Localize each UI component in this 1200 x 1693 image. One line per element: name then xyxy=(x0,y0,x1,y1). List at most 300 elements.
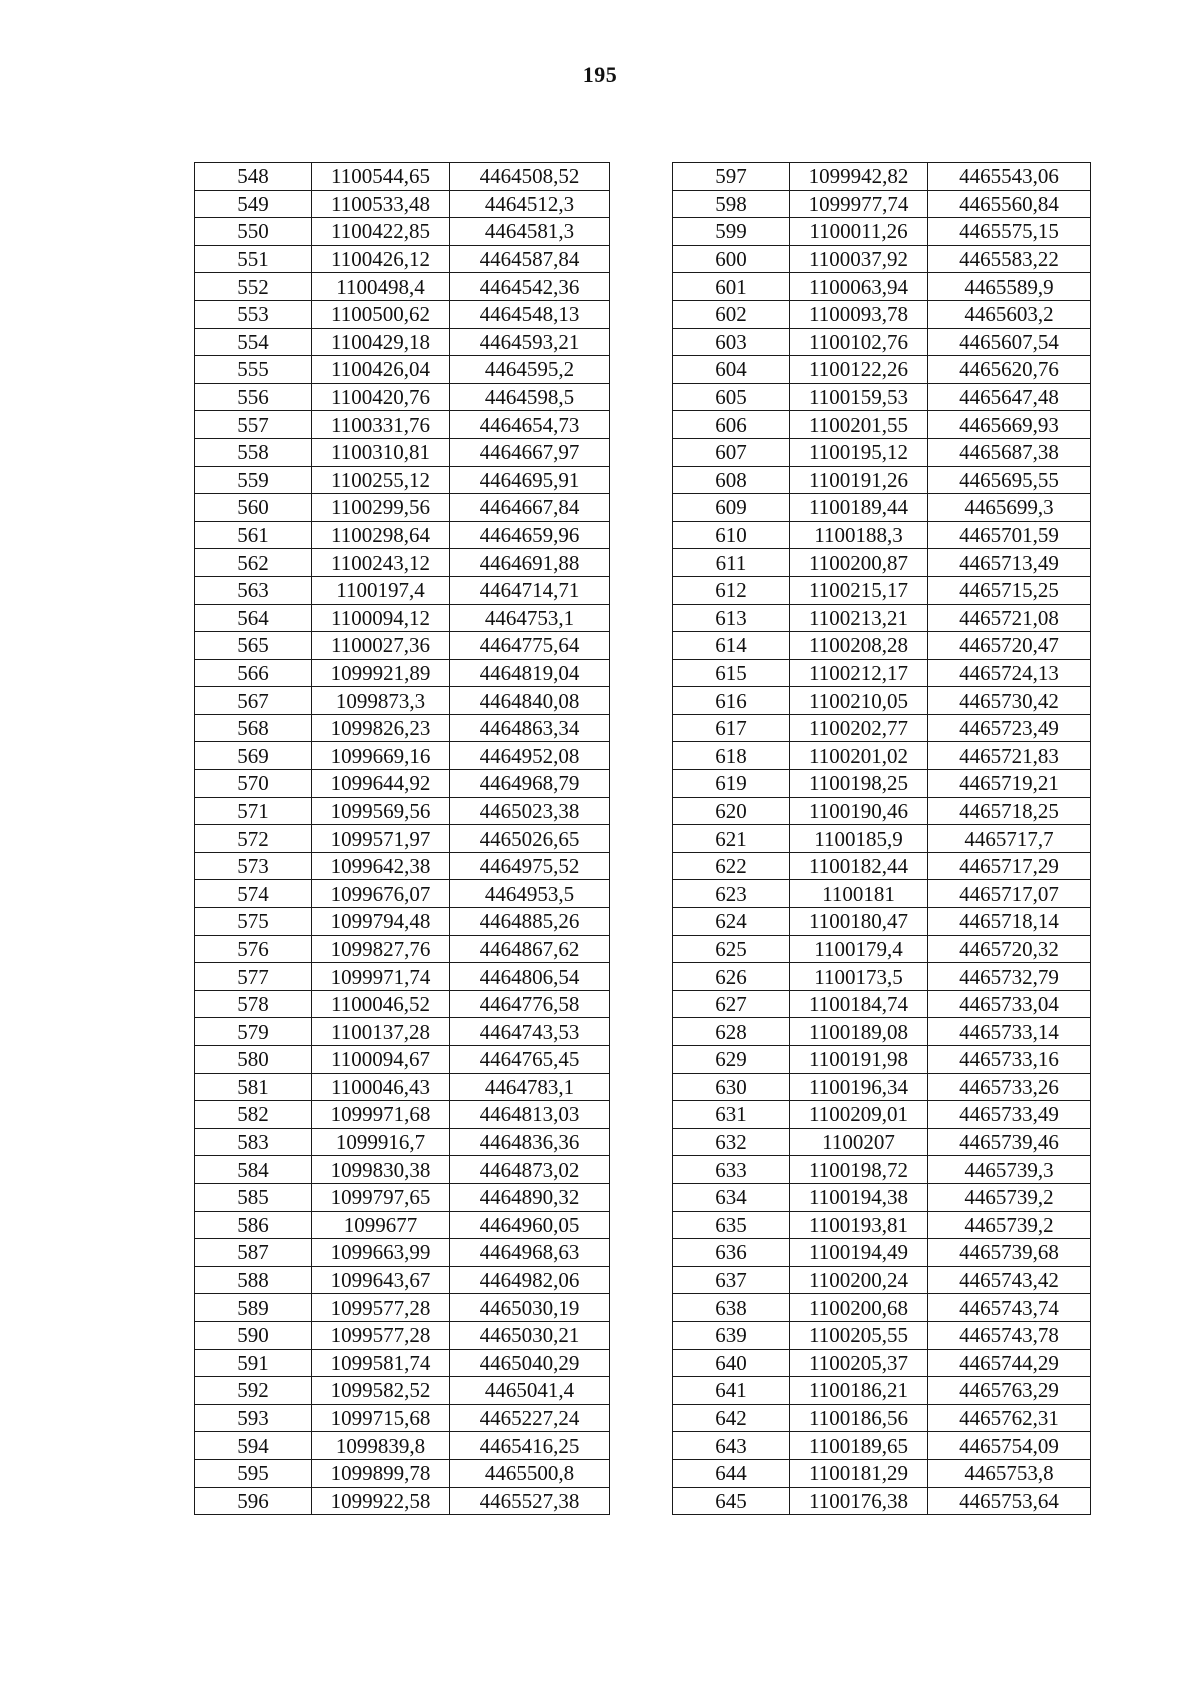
point-number-cell: 607 xyxy=(673,438,790,466)
point-number-cell: 583 xyxy=(195,1128,312,1156)
point-number-cell: 548 xyxy=(195,163,312,191)
x-coordinate-cell: 1100205,55 xyxy=(790,1321,928,1349)
y-coordinate-cell: 4465607,54 xyxy=(928,328,1091,356)
point-number-cell: 563 xyxy=(195,576,312,604)
table-row xyxy=(195,908,610,936)
x-coordinate-cell: 1100255,12 xyxy=(312,466,450,494)
table-row xyxy=(673,963,1091,991)
table-row xyxy=(195,163,610,191)
x-coordinate-cell: 1100420,76 xyxy=(312,383,450,411)
y-coordinate-cell: 4465724,13 xyxy=(928,659,1091,687)
x-coordinate-cell: 1100011,26 xyxy=(790,218,928,246)
x-coordinate-cell: 1100331,76 xyxy=(312,411,450,439)
table-row xyxy=(195,1046,610,1074)
x-coordinate-cell: 1100200,68 xyxy=(790,1294,928,1322)
point-number-cell: 567 xyxy=(195,687,312,715)
point-number-cell: 571 xyxy=(195,797,312,825)
y-coordinate-cell: 4465647,48 xyxy=(928,383,1091,411)
table-row xyxy=(673,163,1091,191)
point-number-cell: 625 xyxy=(673,935,790,963)
x-coordinate-cell: 1099676,07 xyxy=(312,880,450,908)
point-number-cell: 613 xyxy=(673,604,790,632)
y-coordinate-cell: 4465560,84 xyxy=(928,190,1091,218)
y-coordinate-cell: 4464593,21 xyxy=(450,328,610,356)
point-number-cell: 568 xyxy=(195,714,312,742)
y-coordinate-cell: 4465717,29 xyxy=(928,852,1091,880)
point-number-cell: 608 xyxy=(673,466,790,494)
point-number-cell: 626 xyxy=(673,963,790,991)
y-coordinate-cell: 4464598,5 xyxy=(450,383,610,411)
y-coordinate-cell: 4465721,08 xyxy=(928,604,1091,632)
point-number-cell: 549 xyxy=(195,190,312,218)
y-coordinate-cell: 4465743,74 xyxy=(928,1294,1091,1322)
point-number-cell: 612 xyxy=(673,576,790,604)
x-coordinate-cell: 1099826,23 xyxy=(312,714,450,742)
table-row xyxy=(195,825,610,853)
y-coordinate-cell: 4465754,09 xyxy=(928,1432,1091,1460)
y-coordinate-cell: 4465753,64 xyxy=(928,1487,1091,1515)
table-row xyxy=(195,190,610,218)
point-number-cell: 565 xyxy=(195,632,312,660)
table-row xyxy=(673,300,1091,328)
y-coordinate-cell: 4465699,3 xyxy=(928,494,1091,522)
point-number-cell: 632 xyxy=(673,1128,790,1156)
y-coordinate-cell: 4464953,5 xyxy=(450,880,610,908)
y-coordinate-cell: 4465739,3 xyxy=(928,1156,1091,1184)
table-row xyxy=(195,1487,610,1515)
x-coordinate-cell: 1100243,12 xyxy=(312,549,450,577)
table-row xyxy=(673,990,1091,1018)
table-row xyxy=(195,494,610,522)
table-row xyxy=(673,1046,1091,1074)
x-coordinate-cell: 1099971,74 xyxy=(312,963,450,991)
y-coordinate-cell: 4465543,06 xyxy=(928,163,1091,191)
x-coordinate-cell: 1099643,67 xyxy=(312,1266,450,1294)
point-number-cell: 576 xyxy=(195,935,312,963)
table-row xyxy=(195,576,610,604)
x-coordinate-cell: 1100498,4 xyxy=(312,273,450,301)
point-number-cell: 591 xyxy=(195,1349,312,1377)
y-coordinate-cell: 4464512,3 xyxy=(450,190,610,218)
table-row xyxy=(195,1432,610,1460)
x-coordinate-cell: 1099977,74 xyxy=(790,190,928,218)
point-number-cell: 600 xyxy=(673,245,790,273)
x-coordinate-cell: 1100209,01 xyxy=(790,1101,928,1129)
y-coordinate-cell: 4464775,64 xyxy=(450,632,610,660)
x-coordinate-cell: 1099582,52 xyxy=(312,1377,450,1405)
point-number-cell: 639 xyxy=(673,1321,790,1349)
y-coordinate-cell: 4464595,2 xyxy=(450,356,610,384)
table-row xyxy=(195,273,610,301)
point-number-cell: 574 xyxy=(195,880,312,908)
y-coordinate-cell: 4464885,26 xyxy=(450,908,610,936)
table-row xyxy=(673,218,1091,246)
x-coordinate-cell: 1099873,3 xyxy=(312,687,450,715)
x-coordinate-cell: 1100310,81 xyxy=(312,438,450,466)
point-number-cell: 617 xyxy=(673,714,790,742)
point-number-cell: 586 xyxy=(195,1211,312,1239)
x-coordinate-cell: 1100176,38 xyxy=(790,1487,928,1515)
point-number-cell: 611 xyxy=(673,549,790,577)
table-row xyxy=(195,742,610,770)
y-coordinate-cell: 4465730,42 xyxy=(928,687,1091,715)
x-coordinate-cell: 1099642,38 xyxy=(312,852,450,880)
table-row xyxy=(195,1404,610,1432)
point-number-cell: 564 xyxy=(195,604,312,632)
point-number-cell: 572 xyxy=(195,825,312,853)
y-coordinate-cell: 4464968,79 xyxy=(450,770,610,798)
table-row xyxy=(673,852,1091,880)
y-coordinate-cell: 4464743,53 xyxy=(450,1018,610,1046)
y-coordinate-cell: 4465227,24 xyxy=(450,1404,610,1432)
y-coordinate-cell: 4465733,04 xyxy=(928,990,1091,1018)
coordinates-table-right xyxy=(672,162,1091,1515)
y-coordinate-cell: 4465701,59 xyxy=(928,521,1091,549)
point-number-cell: 605 xyxy=(673,383,790,411)
y-coordinate-cell: 4464952,08 xyxy=(450,742,610,770)
point-number-cell: 633 xyxy=(673,1156,790,1184)
x-coordinate-cell: 1100533,48 xyxy=(312,190,450,218)
point-number-cell: 602 xyxy=(673,300,790,328)
table-row xyxy=(195,852,610,880)
point-number-cell: 604 xyxy=(673,356,790,384)
table-row xyxy=(195,1239,610,1267)
y-coordinate-cell: 4465026,65 xyxy=(450,825,610,853)
table-row xyxy=(673,383,1091,411)
point-number-cell: 643 xyxy=(673,1432,790,1460)
y-coordinate-cell: 4464695,91 xyxy=(450,466,610,494)
table-row xyxy=(673,521,1091,549)
y-coordinate-cell: 4465743,42 xyxy=(928,1266,1091,1294)
y-coordinate-cell: 4465732,79 xyxy=(928,963,1091,991)
point-number-cell: 615 xyxy=(673,659,790,687)
point-number-cell: 589 xyxy=(195,1294,312,1322)
point-number-cell: 582 xyxy=(195,1101,312,1129)
y-coordinate-cell: 4465719,21 xyxy=(928,770,1091,798)
y-coordinate-cell: 4464776,58 xyxy=(450,990,610,1018)
table-row xyxy=(673,273,1091,301)
table-row xyxy=(673,1487,1091,1515)
table-row xyxy=(673,1404,1091,1432)
x-coordinate-cell: 1100200,24 xyxy=(790,1266,928,1294)
x-coordinate-cell: 1100208,28 xyxy=(790,632,928,660)
table-row xyxy=(673,1459,1091,1487)
x-coordinate-cell: 1100094,12 xyxy=(312,604,450,632)
x-coordinate-cell: 1100200,87 xyxy=(790,549,928,577)
point-number-cell: 558 xyxy=(195,438,312,466)
y-coordinate-cell: 4465669,93 xyxy=(928,411,1091,439)
x-coordinate-cell: 1100299,56 xyxy=(312,494,450,522)
y-coordinate-cell: 4464890,32 xyxy=(450,1183,610,1211)
x-coordinate-cell: 1100191,98 xyxy=(790,1046,928,1074)
table-row xyxy=(673,1432,1091,1460)
table-row xyxy=(195,1321,610,1349)
y-coordinate-cell: 4464667,97 xyxy=(450,438,610,466)
table-row xyxy=(195,1018,610,1046)
y-coordinate-cell: 4464753,1 xyxy=(450,604,610,632)
x-coordinate-cell: 1099839,8 xyxy=(312,1432,450,1460)
y-coordinate-cell: 4465762,31 xyxy=(928,1404,1091,1432)
y-coordinate-cell: 4464508,52 xyxy=(450,163,610,191)
table-row xyxy=(673,1211,1091,1239)
point-number-cell: 551 xyxy=(195,245,312,273)
x-coordinate-cell: 1100122,26 xyxy=(790,356,928,384)
table-row xyxy=(673,1239,1091,1267)
point-number-cell: 599 xyxy=(673,218,790,246)
y-coordinate-cell: 4464960,05 xyxy=(450,1211,610,1239)
point-number-cell: 579 xyxy=(195,1018,312,1046)
table-row xyxy=(195,687,610,715)
table-row xyxy=(673,1128,1091,1156)
x-coordinate-cell: 1099581,74 xyxy=(312,1349,450,1377)
table-row xyxy=(673,687,1091,715)
y-coordinate-cell: 4465744,29 xyxy=(928,1349,1091,1377)
point-number-cell: 578 xyxy=(195,990,312,1018)
table-row xyxy=(195,1156,610,1184)
y-coordinate-cell: 4465713,49 xyxy=(928,549,1091,577)
y-coordinate-cell: 4465723,49 xyxy=(928,714,1091,742)
point-number-cell: 560 xyxy=(195,494,312,522)
y-coordinate-cell: 4465721,83 xyxy=(928,742,1091,770)
y-coordinate-cell: 4465603,2 xyxy=(928,300,1091,328)
point-number-cell: 640 xyxy=(673,1349,790,1377)
table-row xyxy=(673,245,1091,273)
point-number-cell: 641 xyxy=(673,1377,790,1405)
x-coordinate-cell: 1100429,18 xyxy=(312,328,450,356)
x-coordinate-cell: 1100195,12 xyxy=(790,438,928,466)
point-number-cell: 610 xyxy=(673,521,790,549)
y-coordinate-cell: 4465416,25 xyxy=(450,1432,610,1460)
table-row xyxy=(195,1294,610,1322)
x-coordinate-cell: 1099921,89 xyxy=(312,659,450,687)
y-coordinate-cell: 4464587,84 xyxy=(450,245,610,273)
x-coordinate-cell: 1100196,34 xyxy=(790,1073,928,1101)
table-row xyxy=(673,742,1091,770)
table-row xyxy=(195,300,610,328)
y-coordinate-cell: 4465739,68 xyxy=(928,1239,1091,1267)
table-row xyxy=(673,1156,1091,1184)
table-row xyxy=(673,328,1091,356)
table-row xyxy=(195,1266,610,1294)
y-coordinate-cell: 4465733,16 xyxy=(928,1046,1091,1074)
x-coordinate-cell: 1100191,26 xyxy=(790,466,928,494)
point-number-cell: 580 xyxy=(195,1046,312,1074)
point-number-cell: 556 xyxy=(195,383,312,411)
x-coordinate-cell: 1100189,65 xyxy=(790,1432,928,1460)
point-number-cell: 588 xyxy=(195,1266,312,1294)
x-coordinate-cell: 1099663,99 xyxy=(312,1239,450,1267)
point-number-cell: 630 xyxy=(673,1073,790,1101)
x-coordinate-cell: 1100190,46 xyxy=(790,797,928,825)
point-number-cell: 592 xyxy=(195,1377,312,1405)
y-coordinate-cell: 4465620,76 xyxy=(928,356,1091,384)
table-row xyxy=(673,935,1091,963)
x-coordinate-cell: 1099794,48 xyxy=(312,908,450,936)
x-coordinate-cell: 1100185,9 xyxy=(790,825,928,853)
point-number-cell: 618 xyxy=(673,742,790,770)
point-number-cell: 621 xyxy=(673,825,790,853)
table-row xyxy=(195,549,610,577)
y-coordinate-cell: 4465715,25 xyxy=(928,576,1091,604)
point-number-cell: 562 xyxy=(195,549,312,577)
x-coordinate-cell: 1100194,38 xyxy=(790,1183,928,1211)
x-coordinate-cell: 1100179,4 xyxy=(790,935,928,963)
y-coordinate-cell: 4465695,55 xyxy=(928,466,1091,494)
table-row xyxy=(195,632,610,660)
y-coordinate-cell: 4465589,9 xyxy=(928,273,1091,301)
x-coordinate-cell: 1100426,12 xyxy=(312,245,450,273)
page-number: 195 xyxy=(582,62,618,87)
point-number-cell: 645 xyxy=(673,1487,790,1515)
x-coordinate-cell: 1100212,17 xyxy=(790,659,928,687)
point-number-cell: 642 xyxy=(673,1404,790,1432)
point-number-cell: 593 xyxy=(195,1404,312,1432)
table-row xyxy=(673,494,1091,522)
table-row xyxy=(673,466,1091,494)
table-row xyxy=(673,1377,1091,1405)
point-number-cell: 620 xyxy=(673,797,790,825)
x-coordinate-cell: 1100094,67 xyxy=(312,1046,450,1074)
x-coordinate-cell: 1100201,02 xyxy=(790,742,928,770)
y-coordinate-cell: 4464667,84 xyxy=(450,494,610,522)
y-coordinate-cell: 4465763,29 xyxy=(928,1377,1091,1405)
table-row xyxy=(673,411,1091,439)
y-coordinate-cell: 4464840,08 xyxy=(450,687,610,715)
point-number-cell: 598 xyxy=(673,190,790,218)
point-number-cell: 609 xyxy=(673,494,790,522)
x-coordinate-cell: 1100037,92 xyxy=(790,245,928,273)
table-row xyxy=(195,604,610,632)
table-row xyxy=(673,880,1091,908)
point-number-cell: 577 xyxy=(195,963,312,991)
table-row xyxy=(673,1349,1091,1377)
table-row xyxy=(195,1183,610,1211)
point-number-cell: 595 xyxy=(195,1459,312,1487)
x-coordinate-cell: 1099916,7 xyxy=(312,1128,450,1156)
x-coordinate-cell: 1099571,97 xyxy=(312,825,450,853)
x-coordinate-cell: 1100426,04 xyxy=(312,356,450,384)
y-coordinate-cell: 4465030,19 xyxy=(450,1294,610,1322)
table-row xyxy=(673,908,1091,936)
point-number-cell: 581 xyxy=(195,1073,312,1101)
y-coordinate-cell: 4465720,32 xyxy=(928,935,1091,963)
y-coordinate-cell: 4464581,3 xyxy=(450,218,610,246)
y-coordinate-cell: 4464867,62 xyxy=(450,935,610,963)
x-coordinate-cell: 1100102,76 xyxy=(790,328,928,356)
point-number-cell: 619 xyxy=(673,770,790,798)
point-number-cell: 570 xyxy=(195,770,312,798)
x-coordinate-cell: 1100186,21 xyxy=(790,1377,928,1405)
point-number-cell: 622 xyxy=(673,852,790,880)
point-number-cell: 585 xyxy=(195,1183,312,1211)
x-coordinate-cell: 1099715,68 xyxy=(312,1404,450,1432)
y-coordinate-cell: 4464654,73 xyxy=(450,411,610,439)
y-coordinate-cell: 4464542,36 xyxy=(450,273,610,301)
x-coordinate-cell: 1100186,56 xyxy=(790,1404,928,1432)
y-coordinate-cell: 4464548,13 xyxy=(450,300,610,328)
point-number-cell: 596 xyxy=(195,1487,312,1515)
x-coordinate-cell: 1100046,43 xyxy=(312,1073,450,1101)
x-coordinate-cell: 1100188,3 xyxy=(790,521,928,549)
table-row xyxy=(195,1349,610,1377)
point-number-cell: 644 xyxy=(673,1459,790,1487)
x-coordinate-cell: 1100181,29 xyxy=(790,1459,928,1487)
table-row xyxy=(195,659,610,687)
table-row xyxy=(673,1073,1091,1101)
y-coordinate-cell: 4464836,36 xyxy=(450,1128,610,1156)
y-coordinate-cell: 4465739,2 xyxy=(928,1183,1091,1211)
table-row xyxy=(673,659,1091,687)
table-row xyxy=(195,714,610,742)
x-coordinate-cell: 1099677 xyxy=(312,1211,450,1239)
y-coordinate-cell: 4465527,38 xyxy=(450,1487,610,1515)
y-coordinate-cell: 4465717,07 xyxy=(928,880,1091,908)
table-row xyxy=(195,328,610,356)
point-number-cell: 555 xyxy=(195,356,312,384)
x-coordinate-cell: 1100181 xyxy=(790,880,928,908)
y-coordinate-cell: 4464765,45 xyxy=(450,1046,610,1074)
table-row xyxy=(673,1183,1091,1211)
table-row xyxy=(195,521,610,549)
point-number-cell: 629 xyxy=(673,1046,790,1074)
x-coordinate-cell: 1100213,21 xyxy=(790,604,928,632)
table-row xyxy=(195,411,610,439)
table-row xyxy=(195,245,610,273)
x-coordinate-cell: 1100210,05 xyxy=(790,687,928,715)
y-coordinate-cell: 4465720,47 xyxy=(928,632,1091,660)
table-row xyxy=(195,383,610,411)
x-coordinate-cell: 1100544,65 xyxy=(312,163,450,191)
y-coordinate-cell: 4465023,38 xyxy=(450,797,610,825)
x-coordinate-cell: 1099922,58 xyxy=(312,1487,450,1515)
y-coordinate-cell: 4464873,02 xyxy=(450,1156,610,1184)
y-coordinate-cell: 4464806,54 xyxy=(450,963,610,991)
y-coordinate-cell: 4465739,2 xyxy=(928,1211,1091,1239)
y-coordinate-cell: 4464659,96 xyxy=(450,521,610,549)
point-number-cell: 552 xyxy=(195,273,312,301)
x-coordinate-cell: 1100197,4 xyxy=(312,576,450,604)
y-coordinate-cell: 4465733,14 xyxy=(928,1018,1091,1046)
table-row xyxy=(195,356,610,384)
y-coordinate-cell: 4464783,1 xyxy=(450,1073,610,1101)
x-coordinate-cell: 1100173,5 xyxy=(790,963,928,991)
point-number-cell: 557 xyxy=(195,411,312,439)
y-coordinate-cell: 4464863,34 xyxy=(450,714,610,742)
x-coordinate-cell: 1100298,64 xyxy=(312,521,450,549)
point-number-cell: 559 xyxy=(195,466,312,494)
point-number-cell: 590 xyxy=(195,1321,312,1349)
y-coordinate-cell: 4464968,63 xyxy=(450,1239,610,1267)
table-row xyxy=(195,963,610,991)
y-coordinate-cell: 4464813,03 xyxy=(450,1101,610,1129)
x-coordinate-cell: 1100207 xyxy=(790,1128,928,1156)
table-row xyxy=(195,466,610,494)
x-coordinate-cell: 1099942,82 xyxy=(790,163,928,191)
point-number-cell: 597 xyxy=(673,163,790,191)
x-coordinate-cell: 1099569,56 xyxy=(312,797,450,825)
x-coordinate-cell: 1100189,44 xyxy=(790,494,928,522)
y-coordinate-cell: 4464975,52 xyxy=(450,852,610,880)
table-row xyxy=(195,935,610,963)
point-number-cell: 637 xyxy=(673,1266,790,1294)
x-coordinate-cell: 1099827,76 xyxy=(312,935,450,963)
table-row xyxy=(195,880,610,908)
table-row xyxy=(195,1101,610,1129)
point-number-cell: 631 xyxy=(673,1101,790,1129)
table-row xyxy=(195,1377,610,1405)
table-row xyxy=(195,797,610,825)
table-row xyxy=(673,190,1091,218)
